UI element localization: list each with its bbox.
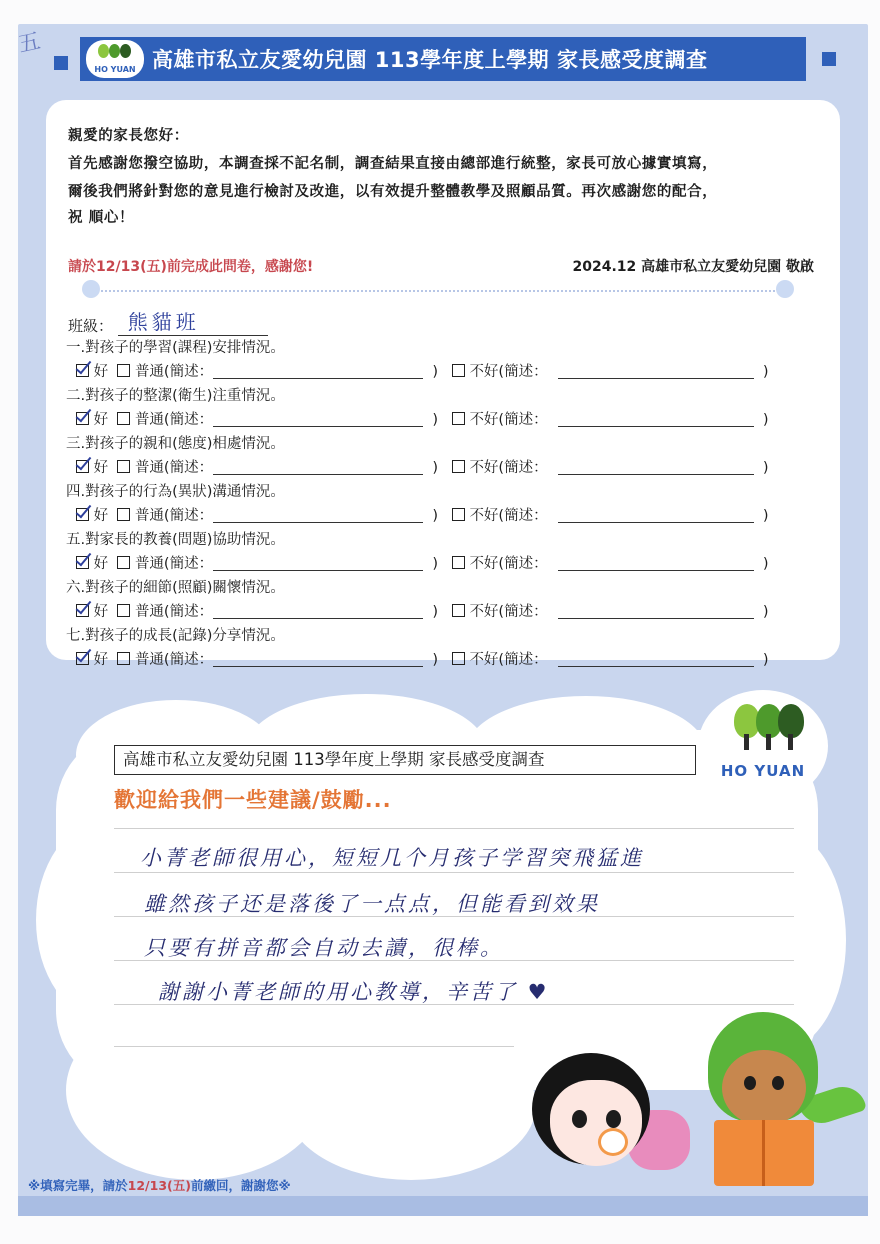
book-icon: [714, 1120, 814, 1186]
bad-label: 不好(簡述：: [469, 652, 548, 668]
close-paren: ): [432, 508, 438, 524]
good-label: 好: [93, 508, 109, 524]
good-label: 好: [93, 364, 109, 380]
survey-question: [66, 528, 836, 576]
survey-question: [66, 624, 836, 672]
question-text: 五.對家長的教養(問題)協助情況。: [66, 532, 285, 548]
normal-checkbox[interactable]: [117, 364, 130, 377]
writing-line: [114, 872, 794, 873]
question-text: 七.對孩子的成長(記錄)分享情況。: [66, 628, 285, 644]
normal-checkbox[interactable]: [117, 556, 130, 569]
bad-label: 不好(簡述：: [469, 412, 548, 428]
good-label: 好: [93, 604, 109, 620]
bad-comment-field[interactable]: [558, 522, 754, 523]
close-paren: ): [432, 556, 438, 572]
bad-checkbox[interactable]: [452, 412, 465, 425]
girl-face: [550, 1080, 642, 1166]
normal-comment-field[interactable]: [213, 666, 423, 667]
close-paren: ): [762, 652, 769, 668]
writing-line: [114, 828, 794, 829]
page-title: 高雄市私立友愛幼兒園 113學年度上學期 家長感受度調查: [152, 48, 708, 72]
pacifier-icon: [598, 1128, 628, 1156]
class-row: [68, 306, 268, 336]
bad-comment-field[interactable]: [558, 426, 754, 427]
letter-line-3: 祝 順心！: [68, 210, 135, 226]
hoyuan-badge: [698, 690, 828, 802]
footer-note: [28, 1176, 291, 1194]
handwriting-line-1: 小菁老師很用心，短短几个月孩子学習突飛猛進: [140, 846, 644, 870]
bad-checkbox[interactable]: [452, 652, 465, 665]
bad-label: 不好(簡述：: [469, 604, 548, 620]
normal-label: 普通(簡述：: [134, 604, 214, 620]
suggestion-subtitle: 高雄市私立友愛幼兒園 113學年度上學期 家長感受度調查: [114, 745, 696, 775]
bad-checkbox[interactable]: [452, 460, 465, 473]
survey-question: [66, 480, 836, 528]
good-label: 好: [93, 556, 109, 572]
good-checkbox[interactable]: [76, 508, 89, 521]
normal-checkbox[interactable]: [117, 508, 130, 521]
bean-face: [722, 1050, 806, 1126]
normal-checkbox[interactable]: [117, 604, 130, 617]
good-label: 好: [93, 460, 109, 476]
normal-comment-field[interactable]: [213, 618, 423, 619]
bad-checkbox[interactable]: [452, 364, 465, 377]
survey-question: [66, 576, 836, 624]
close-paren: ): [762, 556, 769, 572]
question-options: [76, 408, 769, 429]
question-text: 三.對孩子的親和(態度)相處情況。: [66, 436, 285, 452]
close-paren: ): [432, 460, 438, 476]
question-options: [76, 648, 769, 669]
close-paren: ): [432, 364, 438, 380]
normal-comment-field[interactable]: [213, 474, 423, 475]
bottom-strip: [18, 1196, 868, 1216]
normal-label: 普通(簡述：: [134, 652, 214, 668]
normal-label: 普通(簡述：: [134, 460, 214, 476]
close-paren: ): [762, 604, 769, 620]
deadline-notice: 請於12/13(五)前完成此問卷，感謝您!: [68, 259, 314, 275]
survey-question: [66, 384, 836, 432]
good-label: 好: [93, 412, 109, 428]
question-options: [76, 552, 769, 573]
bad-checkbox[interactable]: [452, 508, 465, 521]
handwriting-line-3: 只要有拼音都会自动去讀，很棒。: [144, 936, 504, 960]
close-paren: ): [432, 604, 438, 620]
hoyuan-logo-icon: [86, 40, 144, 78]
bad-comment-field[interactable]: [558, 570, 754, 571]
badge-label: HO YUAN: [720, 762, 806, 780]
title-bar: [80, 37, 806, 81]
class-field[interactable]: 熊貓班: [118, 306, 268, 336]
footer-prefix: ※填寫完畢，請於: [28, 1178, 128, 1193]
writing-line: [114, 1046, 514, 1047]
bad-label: 不好(簡述：: [469, 508, 548, 524]
letter-card: [46, 100, 840, 668]
question-options: [76, 504, 769, 525]
divider-dot-right: [776, 280, 794, 298]
footer-date: 12/13(五): [127, 1178, 191, 1193]
handwriting-line-2: 雖然孩子还是落後了一点点，但能看到效果: [144, 892, 600, 916]
close-paren: ): [432, 412, 438, 428]
close-paren: ): [432, 652, 438, 668]
question-text: 六.對孩子的細節(照顧)關懷情況。: [66, 580, 285, 596]
good-checkbox[interactable]: [76, 652, 89, 665]
good-checkbox[interactable]: [76, 604, 89, 617]
bad-checkbox[interactable]: [452, 556, 465, 569]
bad-comment-field[interactable]: [558, 378, 754, 379]
bad-checkbox[interactable]: [452, 604, 465, 617]
suggestion-heading: 歡迎給我們一些建議/鼓勵...: [114, 788, 392, 812]
normal-checkbox[interactable]: [117, 412, 130, 425]
normal-checkbox[interactable]: [117, 460, 130, 473]
signature: 2024.12 高雄市私立友愛幼兒園 敬啟: [572, 259, 814, 275]
bad-label: 不好(簡述：: [469, 460, 548, 476]
handwritten-corner-mark: 五: [16, 28, 43, 58]
dotted-divider: [90, 290, 786, 292]
logo-label: HO YUAN: [94, 65, 136, 74]
divider-dot-left: [82, 280, 100, 298]
question-text: 一.對孩子的學習(課程)安排情況。: [66, 340, 285, 356]
normal-comment-field[interactable]: [213, 378, 423, 379]
good-checkbox[interactable]: [76, 556, 89, 569]
question-options: [76, 456, 769, 477]
bad-label: 不好(簡述：: [469, 364, 548, 380]
normal-label: 普通(簡述：: [134, 508, 214, 524]
survey-question: [66, 432, 836, 480]
good-checkbox[interactable]: [76, 460, 89, 473]
decor-square-right: [822, 52, 836, 66]
handwriting-line-4: 謝謝小菁老師的用心教導，辛苦了 ♥: [158, 980, 550, 1004]
bad-comment-field[interactable]: [558, 618, 754, 619]
close-paren: ): [762, 364, 769, 380]
question-text: 二.對孩子的整潔(衛生)注重情況。: [66, 388, 285, 404]
good-checkbox[interactable]: [76, 364, 89, 377]
question-options: [76, 600, 769, 621]
survey-question: [66, 336, 836, 384]
letter-line-1: 首先感謝您撥空協助，本調查採不記名制，調查結果直接由總部進行統整，家長可放心據實填寫，: [68, 156, 718, 172]
normal-label: 普通(簡述：: [134, 364, 214, 380]
normal-comment-field[interactable]: [213, 426, 423, 427]
question-text: 四.對孩子的行為(異狀)溝通情況。: [66, 484, 285, 500]
close-paren: ): [762, 508, 769, 524]
class-label: 班級：: [68, 317, 114, 335]
footer-suffix: 前繳回，謝謝您※: [190, 1178, 291, 1193]
close-paren: ): [762, 412, 769, 428]
question-options: [76, 360, 769, 381]
bad-comment-field[interactable]: [558, 666, 754, 667]
close-paren: ): [762, 460, 769, 476]
normal-label: 普通(簡述：: [134, 556, 214, 572]
decor-square-left: [54, 56, 68, 70]
normal-comment-field[interactable]: [213, 570, 423, 571]
bad-label: 不好(簡述：: [469, 556, 548, 572]
letter-line-2: 爾後我們將針對您的意見進行檢討及改進，以有效提升整體教學及照顧品質。再次感謝您的配合，: [68, 184, 718, 200]
bad-comment-field[interactable]: [558, 474, 754, 475]
greeting: 親愛的家長您好：: [68, 128, 189, 144]
good-label: 好: [93, 652, 109, 668]
normal-comment-field[interactable]: [213, 522, 423, 523]
good-checkbox[interactable]: [76, 412, 89, 425]
normal-label: 普通(簡述：: [134, 412, 214, 428]
normal-checkbox[interactable]: [117, 652, 130, 665]
